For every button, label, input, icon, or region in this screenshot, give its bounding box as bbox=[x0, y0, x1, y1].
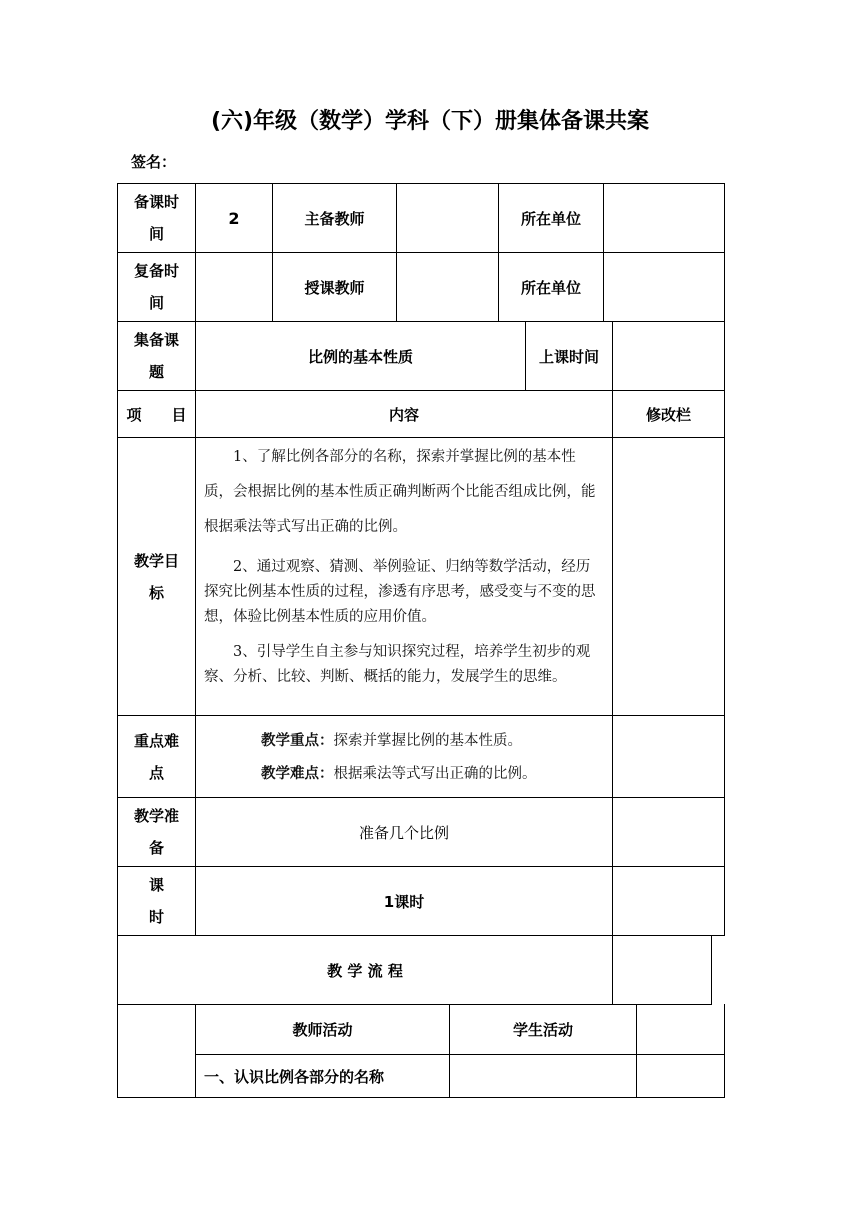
revise-header: 修改栏 bbox=[645, 405, 691, 424]
prep-time-value: 2 bbox=[228, 208, 240, 228]
main-teacher-value bbox=[397, 184, 498, 252]
period-value: 1课时 bbox=[383, 892, 425, 911]
period-label: 课时 bbox=[148, 876, 164, 926]
prep-time-label: 备课时间 bbox=[133, 193, 179, 243]
objectives-content bbox=[204, 440, 604, 690]
main-teacher-label: 主备教师 bbox=[304, 209, 365, 228]
preparation-label: 教学准备 bbox=[133, 807, 179, 857]
unit-value-2 bbox=[604, 253, 724, 321]
focus-text: 探索并掌握比例的基本性质。 bbox=[333, 733, 522, 749]
class-time-label: 上课时间 bbox=[538, 347, 599, 366]
difficulty-text: 根据乘法等式写出正确的比例。 bbox=[333, 766, 537, 782]
objective-item: 1、了解比例各部分的名称，探索并掌握比例的基本性质，会根据比例的基本性质正确判断两个比能否组成比例，能根据乘法等式写出正确的比例。 bbox=[204, 449, 596, 535]
topic-value: 比例的基本性质 bbox=[307, 347, 413, 366]
difficulty-label: 教学难点： bbox=[261, 766, 334, 782]
review-time-label: 复备时间 bbox=[133, 262, 179, 312]
unit-label-2: 所在单位 bbox=[520, 278, 581, 297]
keypoints-label: 重点难点 bbox=[133, 731, 179, 782]
objective-item: 3、引导学生自主参与知识探究过程，培养学生初步的观察、分析、比较、判断、概括的能力，发展学生的思维。 bbox=[204, 644, 591, 685]
review-time-value bbox=[196, 253, 272, 321]
objectives-label: 教学目标 bbox=[133, 551, 179, 602]
teacher-activity-header: 教师活动 bbox=[292, 1021, 353, 1039]
keypoints-content bbox=[232, 728, 607, 794]
unit-value bbox=[604, 184, 724, 252]
lecture-teacher-value bbox=[397, 253, 498, 321]
page-title: (六)年级（数学）学科（下）册集体备课共案 bbox=[210, 109, 650, 134]
preparation-value: 准备几个比例 bbox=[358, 823, 449, 842]
class-time-value bbox=[613, 322, 724, 390]
process-header: 教 学 流 程 bbox=[327, 961, 403, 980]
content-header: 内容 bbox=[388, 405, 419, 424]
section1-title: 一、认识比例各部分的名称 bbox=[204, 1067, 385, 1086]
item-header: 项 目 bbox=[126, 405, 187, 424]
focus-label: 教学重点： bbox=[261, 733, 334, 749]
signature-label: 签名： bbox=[131, 153, 177, 171]
lecture-teacher-label: 授课教师 bbox=[304, 278, 365, 297]
student-activity-header: 学生活动 bbox=[512, 1021, 573, 1039]
objective-item: 2、通过观察、猜测、举例验证、归纳等数学活动，经历探究比例基本性质的过程，渗透有序思考，感受变与不变的思想，体验比例基本性质的应用价值。 bbox=[204, 559, 596, 625]
topic-label: 集备课题 bbox=[133, 331, 179, 381]
unit-label: 所在单位 bbox=[520, 209, 581, 228]
